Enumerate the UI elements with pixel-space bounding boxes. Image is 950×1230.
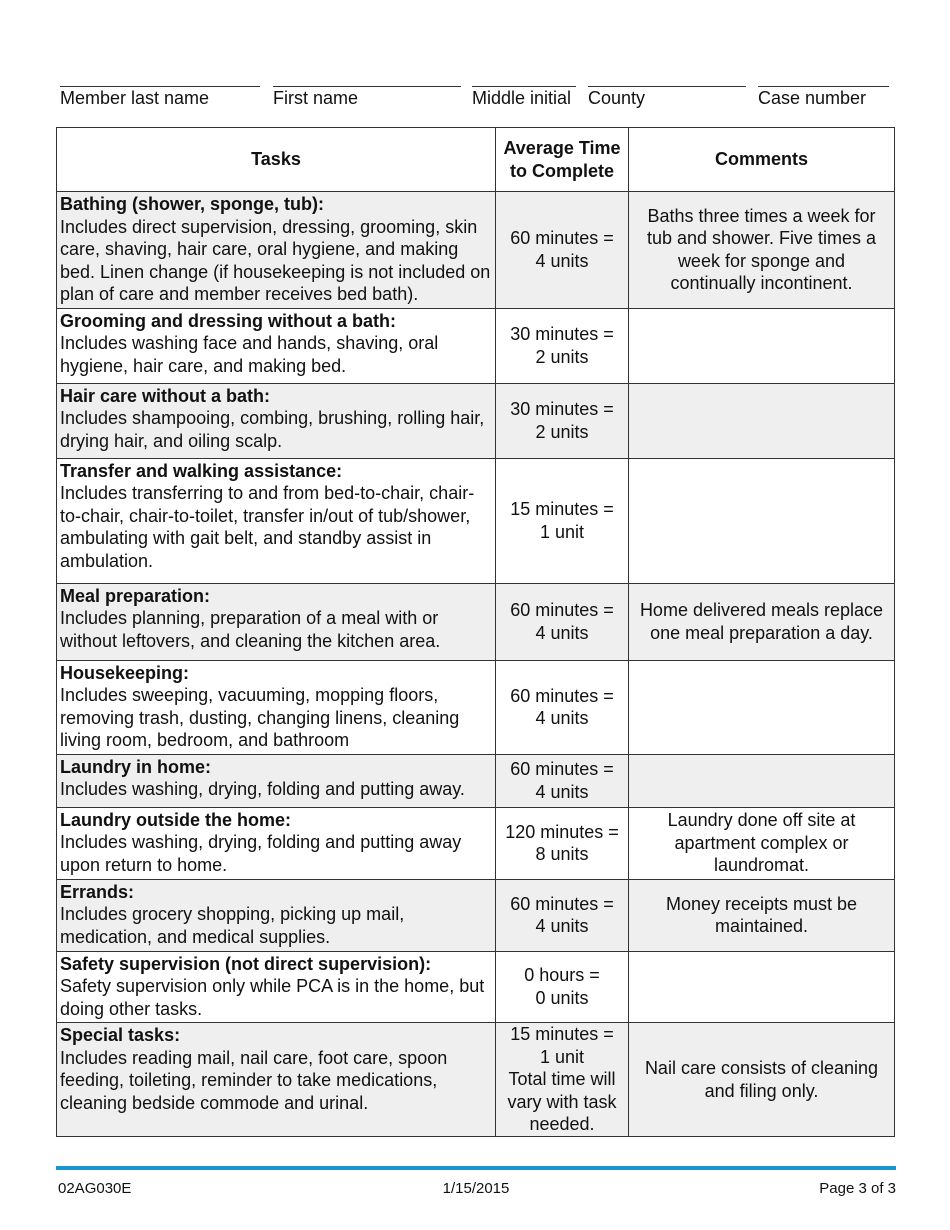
time-line: 60 minutes = bbox=[510, 893, 614, 914]
table-row bbox=[57, 807, 895, 879]
time-line: 60 minutes = bbox=[510, 600, 614, 620]
time-line: 60 minutes = bbox=[510, 685, 614, 706]
table-row bbox=[57, 951, 895, 1023]
time-line: 4 units bbox=[535, 781, 589, 802]
task-cell bbox=[57, 1023, 496, 1137]
time-line: 4 units bbox=[535, 250, 589, 271]
comment-cell[interactable] bbox=[629, 308, 895, 383]
task-cell bbox=[57, 192, 496, 309]
task-description: Includes washing, drying, folding and putting away upon return to home. bbox=[60, 832, 462, 875]
time-line: 1 unit bbox=[539, 521, 585, 542]
task-name: Hair care without a bath: bbox=[60, 385, 271, 406]
average-time-cell bbox=[496, 583, 629, 660]
time-line: 15 minutes = bbox=[510, 1024, 614, 1045]
member-last-name-label: Member last name bbox=[60, 88, 210, 108]
task-cell bbox=[57, 807, 496, 879]
average-time-cell bbox=[496, 754, 629, 807]
case-number-label: Case number bbox=[758, 88, 867, 108]
task-description: Safety supervision only while PCA is in the home, but doing other tasks. bbox=[60, 976, 485, 1019]
tasks-table bbox=[56, 127, 895, 1137]
task-cell bbox=[57, 458, 496, 583]
task-description: Includes sweeping, vacuuming, mopping floors, removing trash, dusting, changing linens, cleaning living room, bedroom, and bathroom bbox=[60, 685, 460, 750]
average-time-cell bbox=[496, 1023, 629, 1137]
comment-cell[interactable] bbox=[629, 754, 895, 807]
time-line: 1 unit bbox=[539, 1046, 585, 1067]
middle-initial-field[interactable] bbox=[472, 86, 576, 109]
table-header-row bbox=[57, 128, 895, 192]
task-cell bbox=[57, 879, 496, 951]
form-code: 02AG030E bbox=[58, 1180, 132, 1197]
task-description: Includes washing face and hands, shaving, oral hygiene, hair care, and making bed. bbox=[60, 333, 439, 376]
task-description: Includes planning, preparation of a meal with or without leftovers, and cleaning the kitchen area. bbox=[60, 608, 441, 651]
time-line: 30 minutes = bbox=[510, 399, 614, 419]
comment-cell[interactable] bbox=[629, 951, 895, 1023]
table-row bbox=[57, 458, 895, 583]
time-line: 0 units bbox=[535, 987, 589, 1008]
table-row bbox=[57, 754, 895, 807]
task-cell bbox=[57, 660, 496, 754]
task-name: Errands: bbox=[60, 881, 135, 902]
task-description: Includes transferring to and from bed-to-chair, chair-to-chair, chair-to-toilet, transfer in/out of tub/shower, ambulating with gait belt, and standby assist in ambulation. bbox=[60, 483, 475, 571]
table-row bbox=[57, 383, 895, 458]
task-cell bbox=[57, 754, 496, 807]
comment-cell[interactable]: Laundry done off site at apartment complex or laundromat. bbox=[629, 807, 895, 879]
average-time-cell bbox=[496, 458, 629, 583]
time-line: needed. bbox=[529, 1114, 595, 1135]
comment-cell[interactable]: Baths three times a week for tub and shower. Five times a week for sponge and continually incontinent. bbox=[629, 192, 895, 309]
table-row bbox=[57, 583, 895, 660]
member-last-name-field[interactable] bbox=[60, 86, 260, 109]
table-row bbox=[57, 192, 895, 309]
form-date: 1/15/2015 bbox=[442, 1180, 510, 1197]
task-description: Includes shampooing, combing, brushing, rolling hair, drying hair, and oiling scalp. bbox=[60, 408, 485, 451]
task-description: Includes grocery shopping, picking up mail, medication, and medical supplies. bbox=[60, 904, 405, 947]
time-header-line-2: to Complete bbox=[509, 160, 614, 181]
task-description: Includes direct supervision, dressing, grooming, skin care, shaving, hair care, oral hygiene, and making bed. Linen change (if housekeeping is not included on plan of care and member receives bed bath). bbox=[60, 216, 491, 304]
task-name: Meal preparation: bbox=[60, 585, 211, 606]
time-line: Total time will bbox=[508, 1069, 616, 1090]
time-header-line-1: Average Time bbox=[503, 138, 621, 158]
county-label: County bbox=[588, 88, 646, 108]
time-line: 2 units bbox=[535, 421, 589, 442]
time-line: 4 units bbox=[535, 708, 589, 728]
time-line: 8 units bbox=[535, 844, 589, 864]
task-description: Includes washing, drying, folding and putting away. bbox=[60, 779, 465, 799]
time-line: 4 units bbox=[535, 916, 589, 936]
comments-column-header: Comments bbox=[629, 128, 895, 192]
time-line: vary with task bbox=[507, 1091, 617, 1112]
task-cell bbox=[57, 383, 496, 458]
table-row bbox=[57, 660, 895, 754]
member-info-fields bbox=[0, 86, 950, 116]
comment-cell[interactable]: Money receipts must be maintained. bbox=[629, 879, 895, 951]
first-name-label: First name bbox=[273, 88, 359, 108]
footer-rule bbox=[56, 1166, 896, 1170]
task-cell bbox=[57, 951, 496, 1023]
task-name: Transfer and walking assistance: bbox=[60, 460, 343, 481]
task-cell bbox=[57, 583, 496, 660]
task-description: Includes reading mail, nail care, foot care, spoon feeding, toileting, reminder to take medications, cleaning bedside commode and urinal. bbox=[60, 1047, 448, 1113]
tasks-column-header: Tasks bbox=[57, 128, 496, 192]
table-row bbox=[57, 879, 895, 951]
task-name: Laundry in home: bbox=[60, 756, 212, 777]
average-time-cell bbox=[496, 192, 629, 309]
time-line: 2 units bbox=[535, 346, 589, 367]
task-name: Special tasks: bbox=[60, 1025, 181, 1045]
comment-cell[interactable]: Nail care consists of cleaning and filing only. bbox=[629, 1023, 895, 1137]
case-number-field[interactable] bbox=[758, 86, 889, 109]
task-name: Laundry outside the home: bbox=[60, 809, 292, 830]
time-line: 60 minutes = bbox=[510, 759, 614, 779]
time-line: 60 minutes = bbox=[510, 228, 614, 249]
comment-cell[interactable] bbox=[629, 458, 895, 583]
middle-initial-label: Middle initial bbox=[472, 88, 572, 108]
task-cell bbox=[57, 308, 496, 383]
task-name: Safety supervision (not direct supervision): bbox=[60, 953, 432, 974]
time-line: 4 units bbox=[535, 622, 589, 643]
time-line: 30 minutes = bbox=[510, 324, 614, 344]
average-time-cell bbox=[496, 660, 629, 754]
comment-cell[interactable] bbox=[629, 660, 895, 754]
first-name-field[interactable] bbox=[273, 86, 461, 109]
comment-cell[interactable]: Home delivered meals replace one meal preparation a day. bbox=[629, 583, 895, 660]
average-time-cell bbox=[496, 807, 629, 879]
page-number: Page 3 of 3 bbox=[819, 1180, 896, 1197]
task-name: Housekeeping: bbox=[60, 662, 190, 683]
task-name: Bathing (shower, sponge, tub): bbox=[60, 194, 324, 214]
average-time-cell bbox=[496, 308, 629, 383]
time-line: 120 minutes = bbox=[505, 821, 619, 842]
time-line: 15 minutes = bbox=[510, 499, 614, 519]
average-time-cell bbox=[496, 951, 629, 1023]
time-column-header bbox=[496, 128, 629, 192]
average-time-cell bbox=[496, 879, 629, 951]
table-row bbox=[57, 1023, 895, 1137]
county-field[interactable] bbox=[588, 86, 746, 109]
time-line: 0 hours = bbox=[524, 965, 600, 986]
comment-cell[interactable] bbox=[629, 383, 895, 458]
table-row bbox=[57, 308, 895, 383]
average-time-cell bbox=[496, 383, 629, 458]
task-name: Grooming and dressing without a bath: bbox=[60, 310, 396, 331]
page-footer bbox=[56, 1180, 896, 1200]
